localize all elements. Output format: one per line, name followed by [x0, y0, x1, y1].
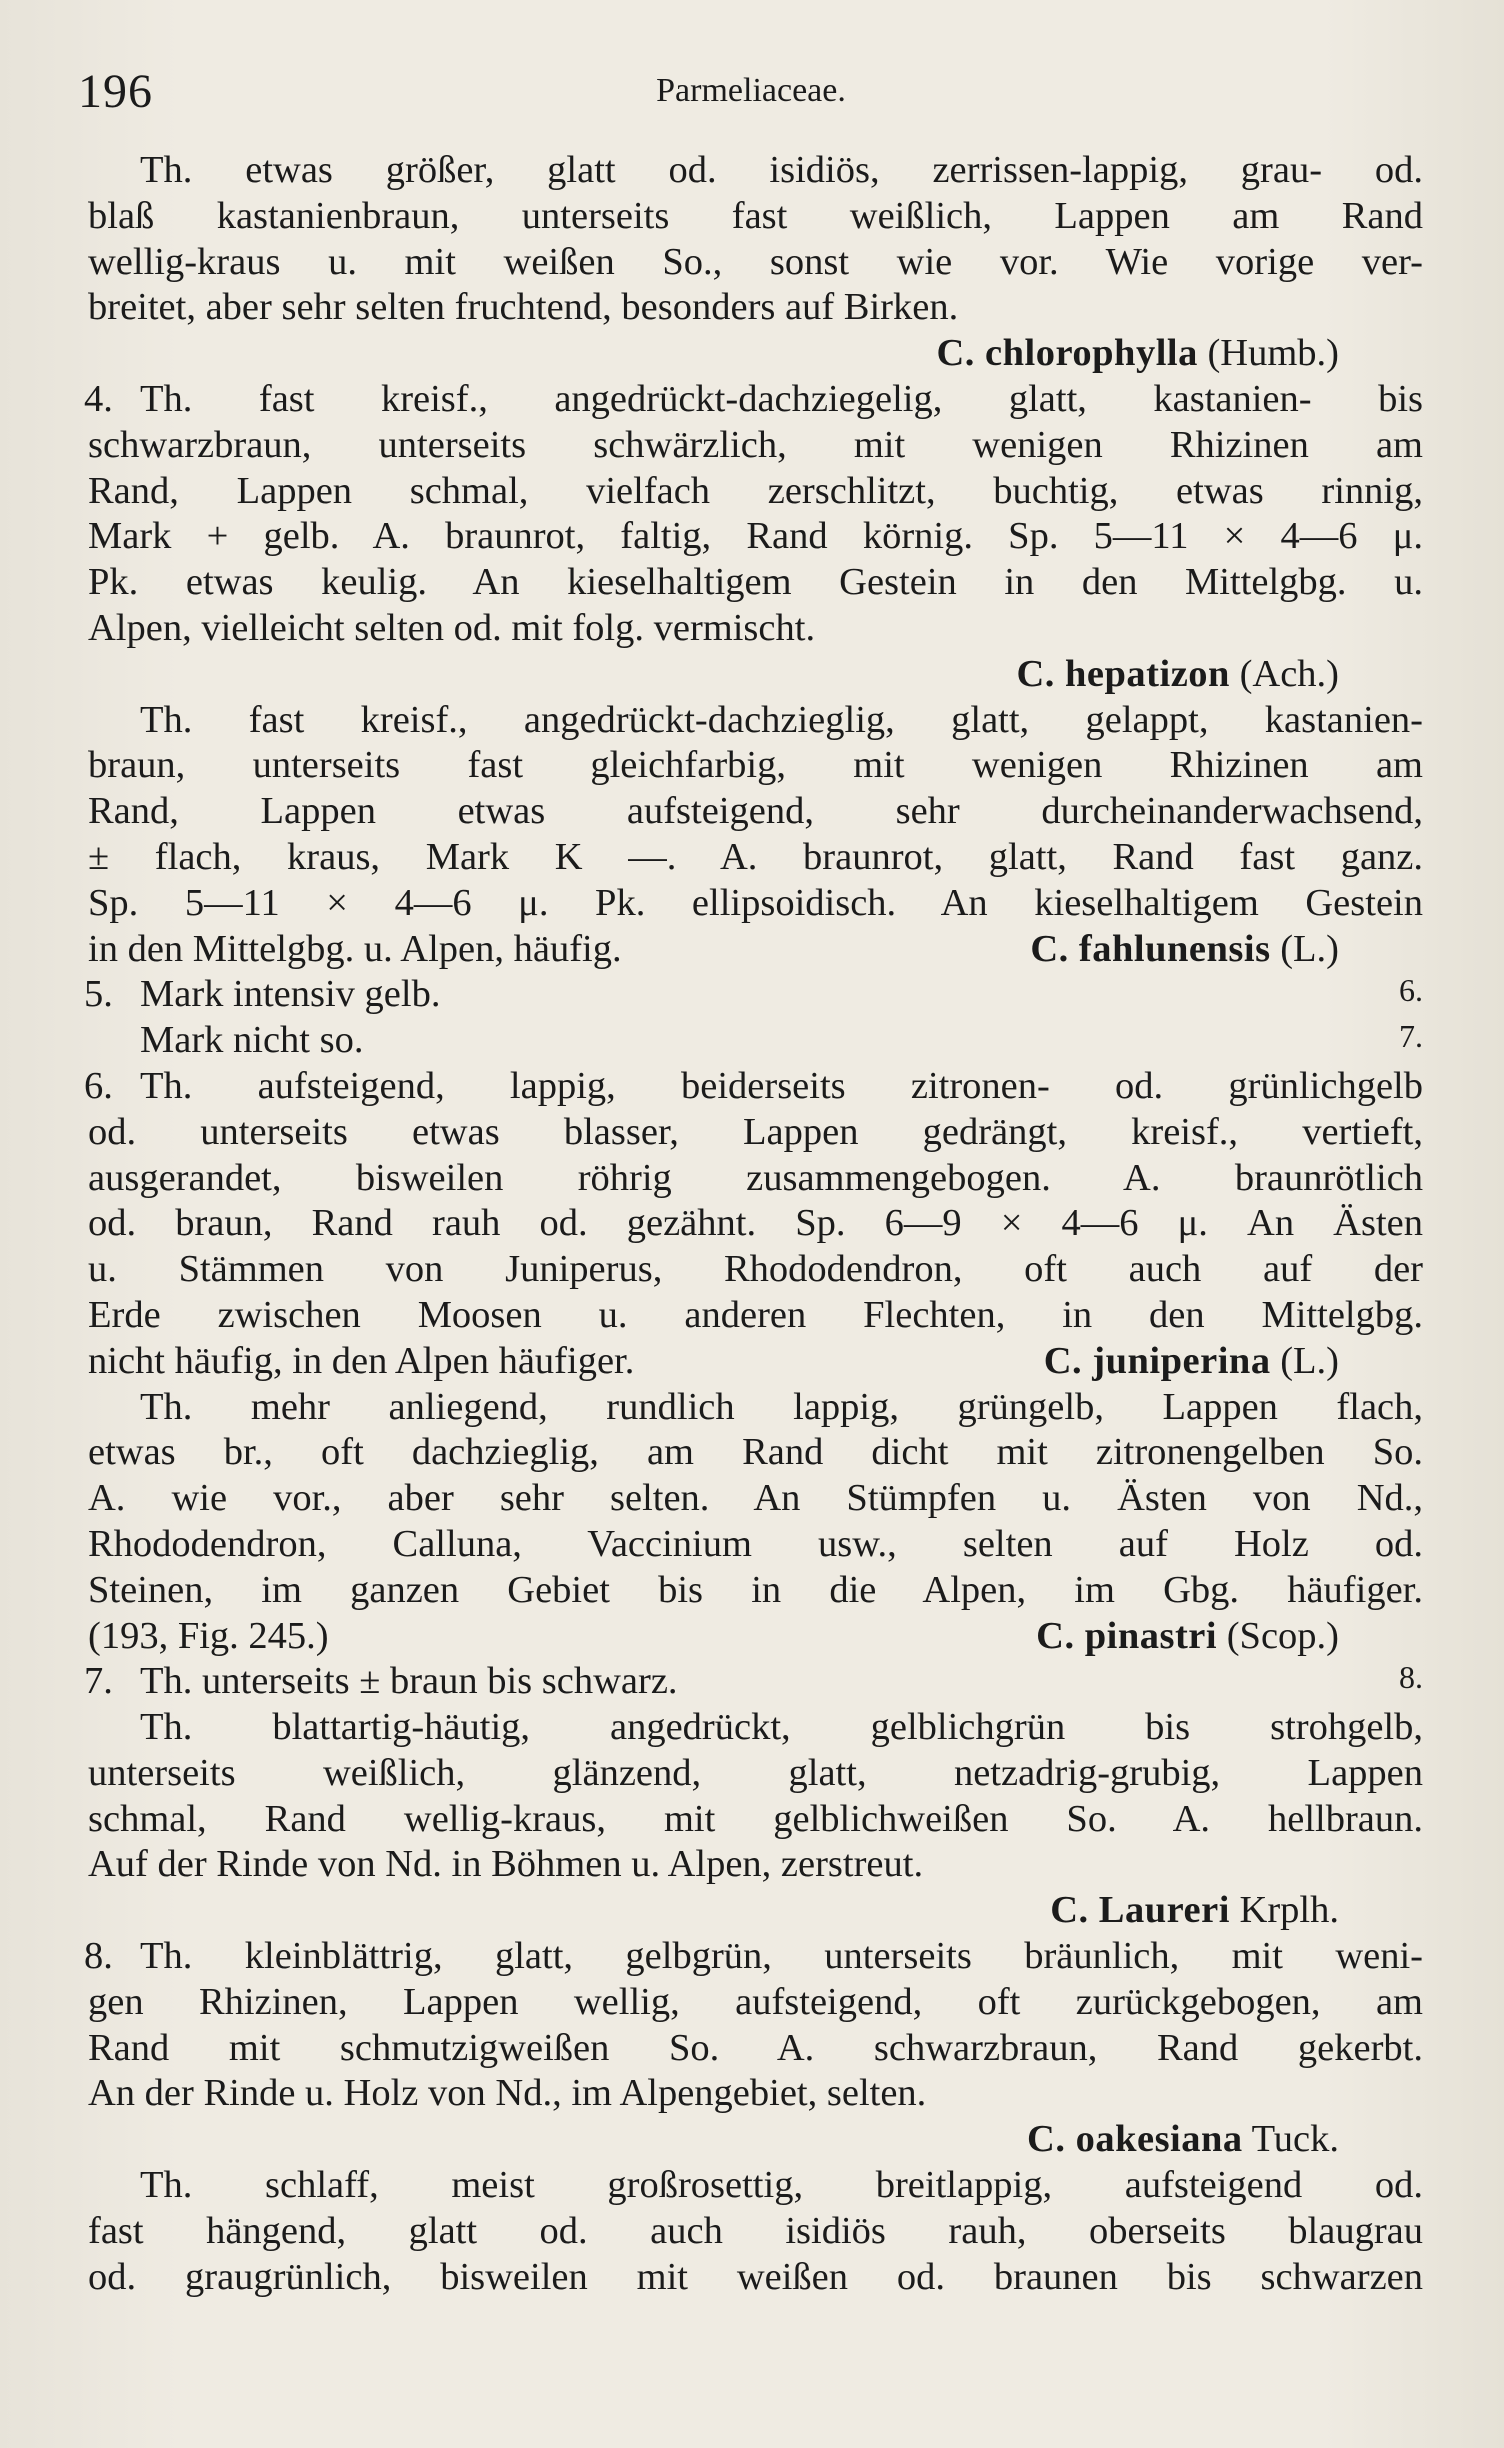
key-lead-line	[84, 1659, 1423, 1705]
text-line: od. unterseits etwas blasser, Lappen gedrängt, kreisf., vertieft,	[88, 1110, 1423, 1153]
text-line: Th. mehr anliegend, rundlich lappig, grüngelb, Lappen flach,	[140, 1385, 1423, 1428]
lead-text: Mark nicht so.	[140, 1019, 364, 1062]
couplet-text: Th. kleinblättrig, glatt, gelbgrün, unterseits bräunlich, mit weni-	[140, 1935, 1423, 1978]
text-line: Sp. 5—11 × 4—6 μ. Pk. ellipsoidisch. An kieselhaltigem Gestein	[88, 881, 1423, 924]
species-entry	[88, 331, 1423, 377]
species-name: C. pinastri	[1036, 1614, 1218, 1657]
couplet-number: 7.	[84, 1660, 113, 1703]
text-line: Rand, Lappen etwas aufsteigend, sehr durcheinanderwachsend,	[88, 790, 1423, 833]
couplet-number: 5.	[84, 973, 113, 1016]
text-line: Th. etwas größer, glatt od. isidiös, zerrissen-lappig, grau- od.	[140, 149, 1423, 191]
species-author: (L.)	[1280, 1339, 1339, 1382]
text-line: od. graugrünlich, bisweilen mit weißen od. braunen bis schwarzen	[88, 2255, 1423, 2298]
text-line: braun, unterseits fast gleichfarbig, mit wenigen Rhizinen am	[88, 744, 1423, 787]
text-line: A. wie vor., aber sehr selten. An Stümpfen u. Ästen von Nd.,	[88, 1477, 1423, 1520]
text-line: Th. fast kreisf., angedrückt-dachzieglig, glatt, gelappt, kastanien-	[140, 698, 1423, 741]
goto-number: 7.	[1399, 1018, 1423, 1055]
species-author: Tuck.	[1251, 2118, 1339, 2161]
text-line: breitet, aber sehr selten fruchtend, besonders auf Birken.	[88, 286, 959, 329]
text-line: Th. schlaff, meist großrosettig, breitlappig, aufsteigend od.	[140, 2164, 1423, 2207]
text-line: in den Mittelgbg. u. Alpen, häufig.	[88, 927, 622, 970]
species-name: C. juniperina	[1043, 1339, 1271, 1382]
species-entry	[1044, 1339, 1339, 1385]
species-name: C. fahlunensis	[1030, 927, 1271, 970]
species-entry	[1030, 927, 1339, 973]
text-line: Rand, Lappen schmal, vielfach zerschlitzt, buchtig, etwas rinnig,	[88, 469, 1423, 512]
text-line: schwarzbraun, unterseits schwärzlich, mit wenigen Rhizinen am	[88, 423, 1423, 466]
key-lead-line	[88, 1018, 1423, 1064]
text-line-with-species	[88, 1614, 1423, 1660]
text-line: ausgerandet, bisweilen röhrig zusammengebogen. A. braunrötlich	[88, 1156, 1423, 1199]
page-number: 196	[78, 65, 153, 118]
text-line: An der Rinde u. Holz von Nd., im Alpengebiet, selten.	[88, 2072, 927, 2115]
text-line: Pk. etwas keulig. An kieselhaltigem Gestein in den Mittelgbg. u.	[88, 561, 1423, 604]
text-line: u. Stämmen von Juniperus, Rhododendron, oft auch auf der	[88, 1248, 1423, 1291]
text-line: Alpen, vielleicht selten od. mit folg. vermischt.	[88, 606, 816, 649]
text-line: Steinen, im ganzen Gebiet bis in die Alpen, im Gbg. häufiger.	[88, 1568, 1423, 1611]
species-entry	[88, 2117, 1423, 2163]
species-author: (Ach.)	[1239, 652, 1339, 695]
page-header	[78, 64, 1424, 124]
running-head: Parmeliaceae.	[656, 72, 846, 109]
key-lead-line	[84, 972, 1423, 1018]
species-name: C. Laureri	[1050, 1889, 1230, 1932]
text-line: od. braun, Rand rauh od. gezähnt. Sp. 6—9 × 4—6 μ. An Ästen	[88, 1202, 1423, 1245]
text-line: Rhododendron, Calluna, Vaccinium usw., selten auf Holz od.	[88, 1522, 1423, 1565]
text-line: blaß kastanienbraun, unterseits fast weißlich, Lappen am Rand	[88, 194, 1423, 237]
text-line-with-species	[88, 1339, 1423, 1385]
text-line: (193, Fig. 245.)	[88, 1614, 329, 1657]
species-name: C. chlorophylla	[936, 332, 1198, 375]
couplet-text: Th. fast kreisf., angedrückt-dachziegelig, glatt, kastanien- bis	[140, 377, 1423, 420]
species-entry	[88, 1888, 1423, 1934]
species-author: (L.)	[1280, 927, 1339, 970]
species-author: Krplh.	[1239, 1889, 1339, 1932]
lead-text: Th. unterseits ± braun bis schwarz.	[140, 1660, 678, 1703]
text-line: gen Rhizinen, Lappen wellig, aufsteigend, oft zurückgebogen, am	[88, 1980, 1423, 2023]
couplet-number: 4.	[84, 377, 113, 420]
goto-number: 6.	[1399, 972, 1423, 1009]
couplet-line	[84, 1064, 1423, 1110]
text-line: nicht häufig, in den Alpen häufiger.	[88, 1339, 635, 1382]
text-line: Mark + gelb. A. braunrot, faltig, Rand körnig. Sp. 5—11 × 4—6 μ.	[88, 515, 1423, 558]
species-entry	[88, 652, 1423, 698]
text-line: fast hängend, glatt od. auch isidiös rauh, oberseits blaugrau	[88, 2209, 1423, 2252]
text-line: schmal, Rand wellig-kraus, mit gelblichweißen So. A. hellbraun.	[88, 1797, 1423, 1840]
text-line: Rand mit schmutzigweißen So. A. schwarzbraun, Rand gekerbt.	[88, 2026, 1423, 2069]
species-name: C. oakesiana	[1027, 2118, 1243, 2161]
text-line: Auf der Rinde von Nd. in Böhmen u. Alpen, zerstreut.	[88, 1843, 924, 1886]
species-entry	[1036, 1614, 1339, 1660]
goto-number: 8.	[1399, 1659, 1423, 1696]
couplet-text: Th. aufsteigend, lappig, beiderseits zitronen- od. grünlichgelb	[140, 1064, 1423, 1107]
text-line: ± flach, kraus, Mark K —. A. braunrot, glatt, Rand fast ganz.	[88, 835, 1423, 878]
text-line: Th. blattartig-häutig, angedrückt, gelblichgrün bis strohgelb,	[140, 1706, 1423, 1749]
species-author: (Scop.)	[1226, 1614, 1339, 1657]
text-line-with-species	[88, 927, 1423, 973]
couplet-line	[84, 377, 1423, 423]
key-text-body	[84, 148, 1423, 2300]
couplet-line	[84, 1934, 1423, 1980]
couplet-number: 8.	[84, 1935, 113, 1978]
text-line: wellig-kraus u. mit weißen So., sonst wie vor. Wie vorige ver-	[88, 240, 1423, 283]
text-line: unterseits weißlich, glänzend, glatt, netzadrig-grubig, Lappen	[88, 1751, 1423, 1794]
species-author: (Humb.)	[1207, 332, 1339, 375]
text-line: etwas br., oft dachzieglig, am Rand dicht mit zitronengelben So.	[88, 1431, 1423, 1474]
text-line: Erde zwischen Moosen u. anderen Flechten, in den Mittelgbg.	[88, 1293, 1423, 1336]
couplet-number: 6.	[84, 1064, 113, 1107]
lead-text: Mark intensiv gelb.	[140, 973, 441, 1016]
species-name: C. hepatizon	[1016, 652, 1230, 695]
